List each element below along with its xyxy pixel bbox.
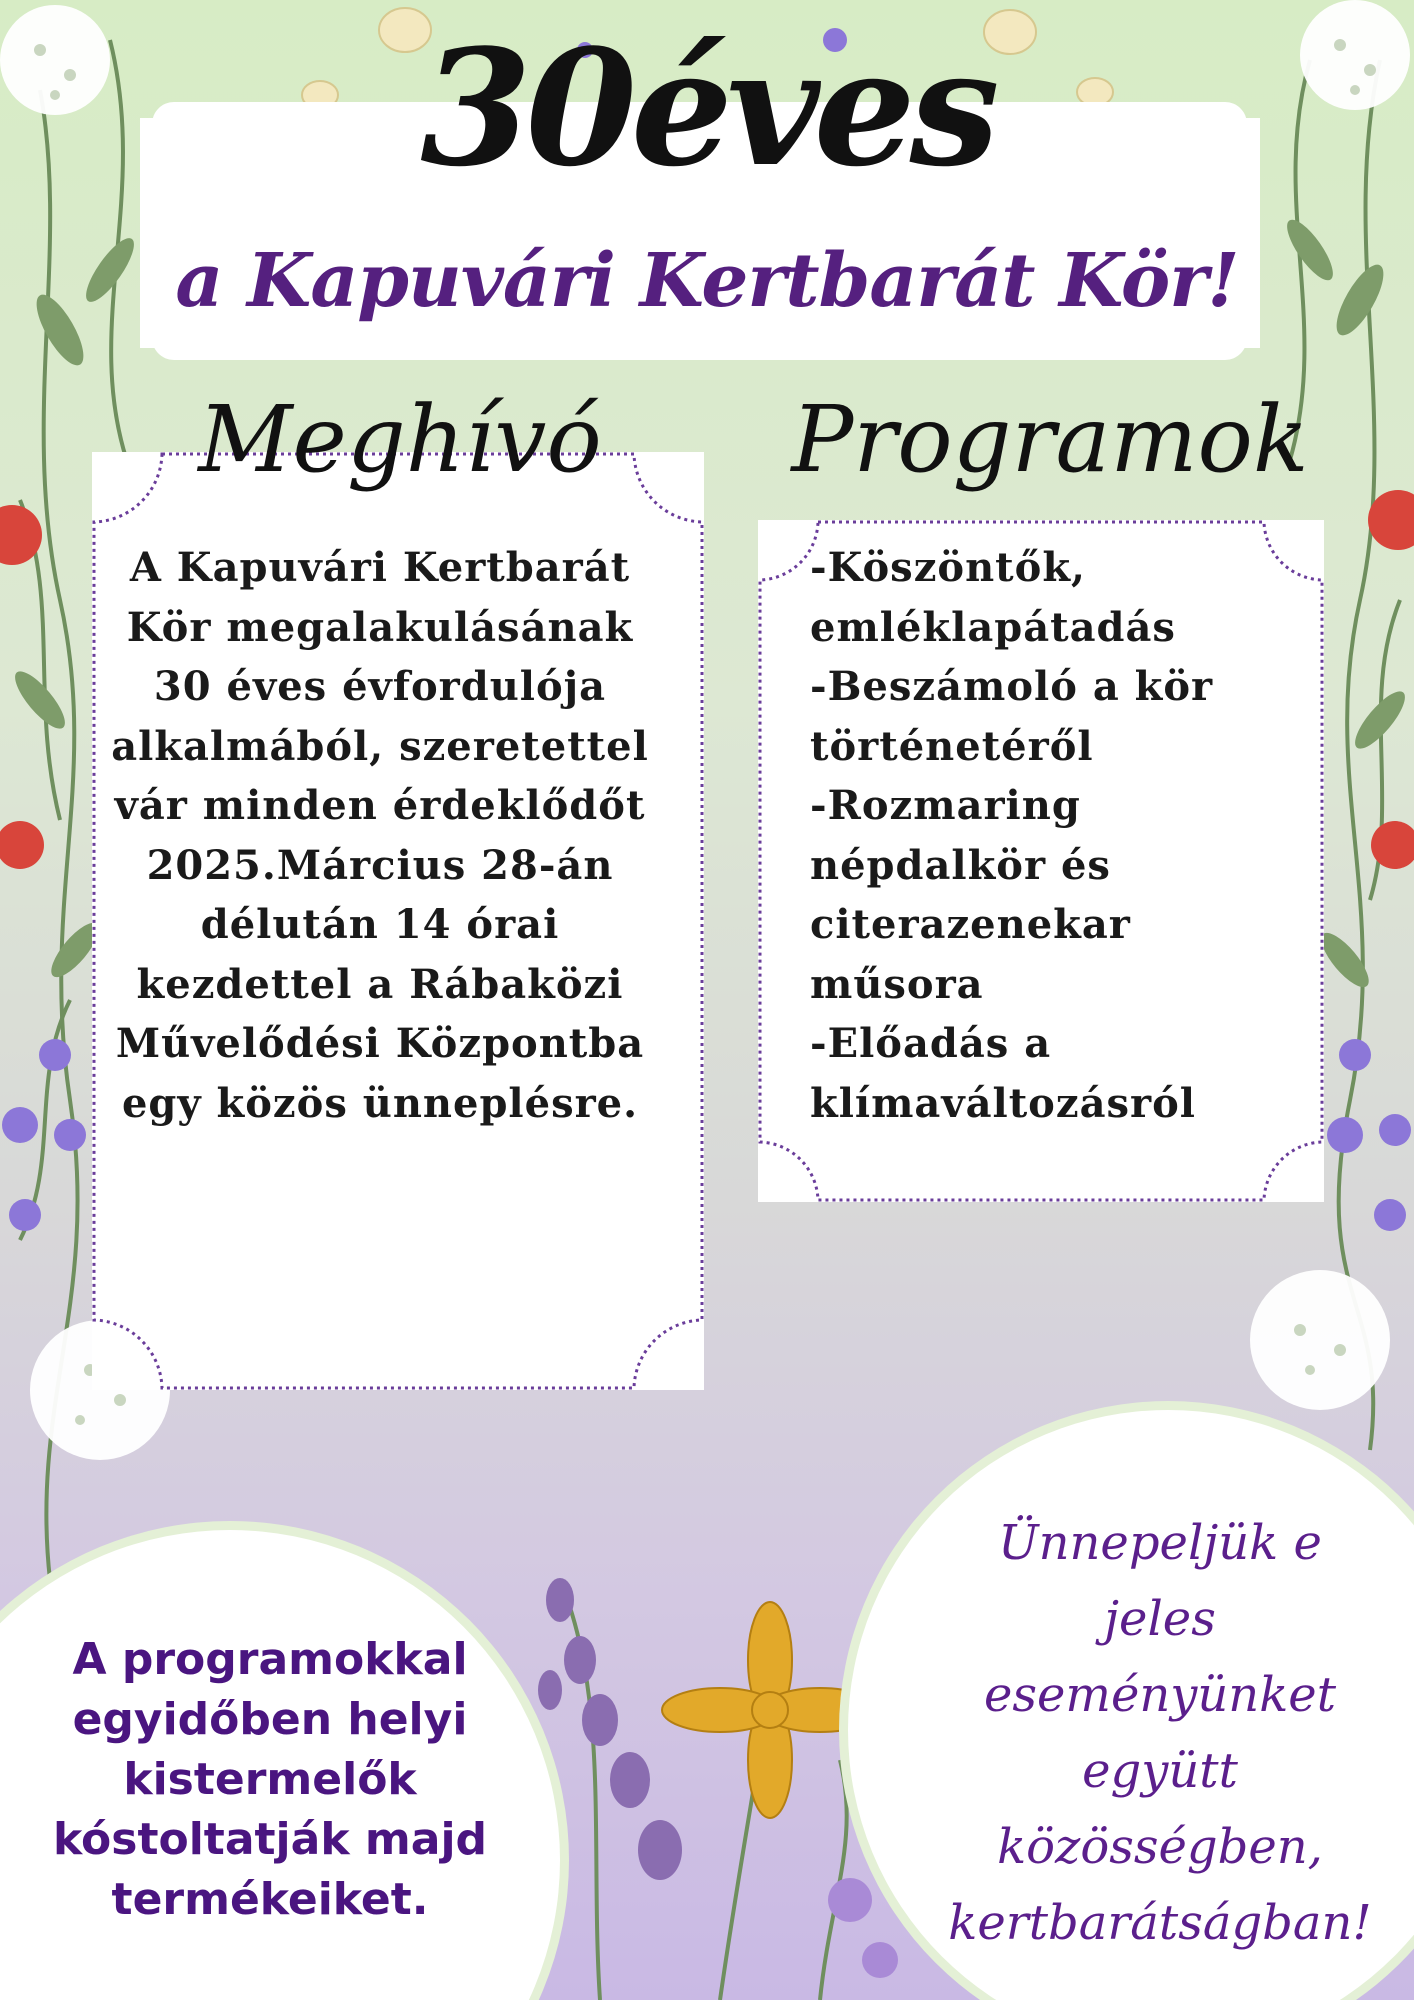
celebration-note: Ünnepeljük e jeles eseményünket együtt közösségben, kertbarátságban! xyxy=(948,1515,1372,1951)
invitation-heading: Meghívó xyxy=(198,386,602,493)
programs-heading: Programok xyxy=(791,386,1309,493)
page-title: 30éves xyxy=(420,14,994,202)
invitation-text: A Kapuvári Kertbarát Kör megalakulásának 30 éves évfordulója alkalmából, szeretettel vár minden érdeklődőt 2025.Március 28-án délután 14 órai kezdettel a Rábaközi Művelődési Központba egy közös ünneplésre. xyxy=(111,544,649,1127)
program-item: -Köszöntők, emléklapátadás xyxy=(810,544,1176,651)
page-subtitle: a Kapuvári Kertbarát Kör! xyxy=(175,238,1239,324)
program-item: -Rozmaring népdalkör és citerazenekar műsora xyxy=(810,782,1131,1008)
producers-note: A programokkal egyidőben helyi kistermelők kóstoltatják majd termékeiket. xyxy=(52,1634,488,1925)
program-item: -Előadás a klímaváltozásról xyxy=(810,1020,1196,1127)
program-item: -Beszámoló a kör történetéről xyxy=(810,663,1214,770)
programs-list xyxy=(810,538,1260,1133)
